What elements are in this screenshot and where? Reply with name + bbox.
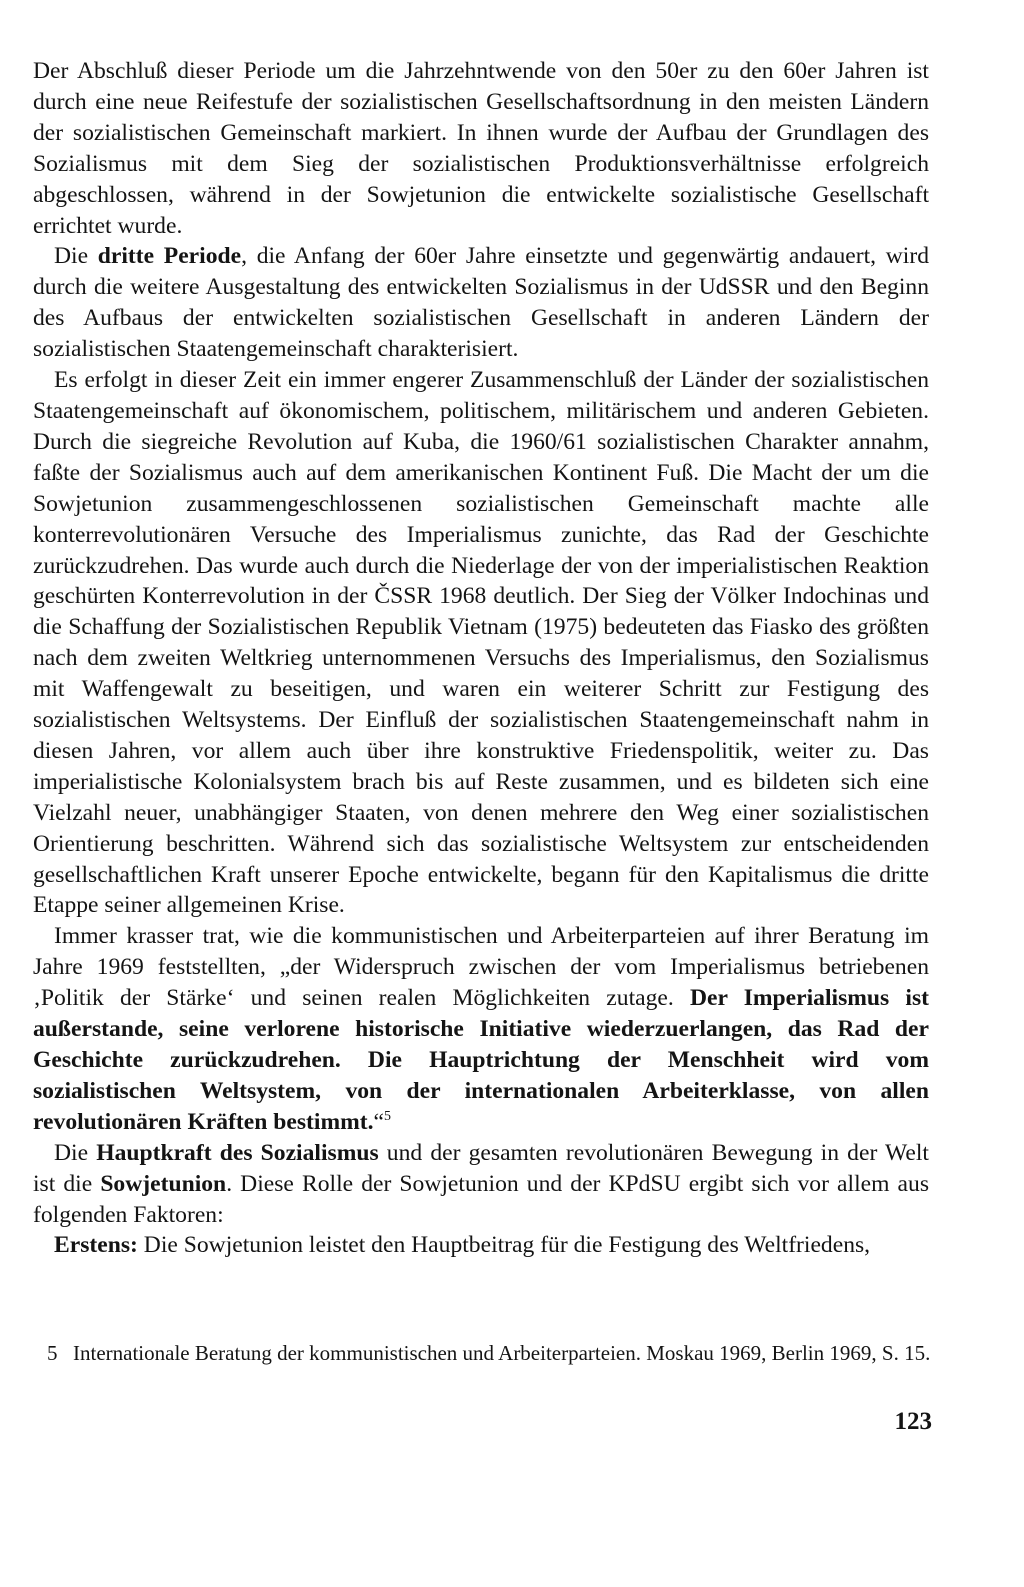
paragraph [33,241,929,365]
paragraph [33,365,929,921]
page-number: 123 [894,1408,932,1435]
paragraph [33,1138,929,1231]
text-run: Es erfolgt in dieser Zeit ein immer engerer Zusammenschluß der Länder der sozialistischen Staatengemeinschaft auf ökonomischem, politischem, militärischem und anderen Gebieten. Durch die siegreiche Revolution auf Kuba, die 1960/61 sozialistischen Charakter annahm, faßte der Sozialismus auch auf dem amerikanischen Kontinent Fuß. Die Macht der um die Sowjetunion zusammengeschlossenen sozialistischen Gemeinschaft machte alle konterrevolutionären Versuche des Imperialismus zunichte, das Rad der Geschichte zurückzudrehen. Das wurde auch durch die Niederlage der von der imperialistischen Reaktion geschürten Konterrevolution in der ČSSR 1968 deutlich. Der Sieg der Völker Indochinas und die Schaffung der Sozialistischen Republik Vietnam (1975) bedeuteten das Fiasko des größten nach dem zweiten Weltkrieg unternommenen Versuchs des Imperialismus, den Sozialismus mit Waffengewalt zu beseitigen, und waren ein weiterer Schritt zur Festigung des sozialistischen Weltsystems. Der Einfluß der sozialistischen Staatengemeinschaft nahm in diesen Jahren, vor allem auch über ihre konstruktive Friedenspolitik, weiter zu. Das imperialistische Kolonialsystem brach bis auf Reste zusammen, und es bildeten sich eine Vielzahl neuer, unabhängiger Staaten, von denen mehrere den Weg einer sozialistischen Orientierung beschritten. Während sich das sozialistische Weltsystem zur entscheidenden gesellschaftlichen Kraft unserer Epoche entwickelte, begann für den Kapitalismus die dritte Etappe seiner allgemeinen Krise. [33,367,929,919]
paragraph [33,1230,929,1261]
paragraph [33,921,929,1137]
text-run: Immer krasser trat, wie die kommunistischen und Arbeiterparteien auf ihrer Beratung im Jahre 1969 feststellten, „der Widerspruch zwischen der vom Imperialismus betriebenen ‚Politik der Stärke‘ und seinen realen Möglichkeiten zutage. [33,923,929,1012]
footnote-text: Internationale Beratung der kommunistischen und Arbeiterparteien. Moskau 1969, Berlin 1969, S. 15. [73,1341,931,1365]
text-run: . Diese Rolle der Sowjetunion und der KPdSU ergibt sich vor allem aus folgenden Faktoren: [33,1170,929,1228]
bold-text: Erstens: [54,1232,138,1259]
text-run: und der gesamten revolutionären Bewegung in der Welt ist die [33,1139,929,1197]
bold-text: Sowjetunion [100,1170,227,1197]
paragraph [33,56,929,241]
body-text [33,56,929,1261]
bold-text: Der Imperialismus ist außerstande, seine verlorene historische Initiative wiederzuerlangen, das Rad der Geschichte zurückzudrehen. Die Hauptrichtung der Menschheit wird vom sozialistischen Weltsystem, von der internationalen Arbeiterklasse, von allen revolutionären Kräften bestimmt. [33,985,930,1135]
bold-text: Hauptkraft des Sozialismus [96,1139,379,1166]
footnote-number: 5 [47,1341,58,1365]
text-run: Die [54,243,98,270]
text-run: Die [54,1139,97,1166]
text-run: Die Sowjetunion leistet den Hauptbeitrag für die Festigung des Weltfriedens, [137,1232,871,1259]
text-run: , die Anfang der 60er Jahre einsetzte und gegenwärtig andauert, wird durch die weitere Ausgestaltung des entwickelten Sozialismus in der UdSSR und den Beginn des Aufbaus der entwickelten sozialistischen Gesellschaft in anderen Ländern der sozialistischen Staatengemeinschaft charakterisiert. [33,243,929,363]
footnote [47,1338,933,1369]
text-run: “ [373,1108,385,1135]
text-run: Der Abschluß dieser Periode um die Jahrzehntwende von den 50er zu den 60er Jahren ist durch eine neue Reifestufe der sozialistischen Gesellschaftsordnung in den meisten Ländern der sozialistischen Gemeinschaft markiert. In ihnen wurde der Aufbau der Grundlagen des Sozialismus mit dem Sieg der sozialistischen Produktionsverhältnisse erfolgreich abgeschlossen, während in der Sowjetunion die entwickelte sozialistische Gesellschaft errichtet wurde. [33,58,929,239]
footnote-reference: 5 [384,1108,392,1124]
bold-text: dritte Periode [97,243,242,270]
